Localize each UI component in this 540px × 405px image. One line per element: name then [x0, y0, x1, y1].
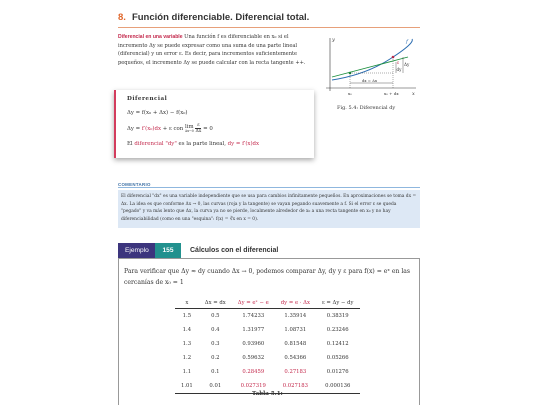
- table-cell: 0.28459: [242, 369, 265, 375]
- epsilon-label: ε: [397, 60, 400, 65]
- example-title: Cálculos con el diferencial: [190, 247, 279, 254]
- table-cell: 0.38319: [326, 313, 349, 319]
- table-cell: 1.31977: [242, 327, 265, 333]
- example-text: Para verificar que Δy ≈ dy cuando Δx → 0, podemos comparar Δy, dy y ε para f(x) = eˣ en las cercanías de x₀ = 1: [124, 268, 411, 286]
- table-cell: 1.08731: [284, 327, 307, 333]
- limit-operator: [185, 125, 194, 133]
- table-cell: 0.3: [211, 341, 220, 347]
- table-header: Δy = eˣ − e: [232, 297, 275, 309]
- comment-box: [118, 190, 420, 228]
- fraction-numerator: ε: [197, 123, 200, 128]
- comment-label: COMENTARIO: [118, 182, 151, 187]
- table-cell: 1.1: [182, 369, 192, 375]
- fraction-denominator: Δx: [195, 129, 202, 134]
- limit-subscript: Δx→0: [184, 128, 194, 133]
- table-header: x: [175, 297, 199, 309]
- def-line2-mid: + ε con: [161, 126, 185, 132]
- dx-label: dx = Δx: [362, 78, 378, 83]
- table-cell: 1.2: [182, 355, 192, 361]
- intro-paragraph: [118, 33, 318, 67]
- table-cell: 1.4: [182, 327, 192, 333]
- section-divider: [118, 27, 420, 28]
- example-tag: Ejemplo: [118, 243, 156, 258]
- def-line3-start: El: [127, 141, 135, 147]
- table-cell: 0.81548: [284, 341, 307, 347]
- table-cell: 1.74233: [242, 313, 265, 319]
- section-title: [118, 12, 309, 23]
- table-cell: 0.93960: [242, 341, 265, 347]
- def-line3-term: diferencial "dy": [134, 141, 177, 147]
- table-cell: 0.54366: [284, 355, 307, 361]
- intro-term: Diferencial en una variable: [118, 34, 183, 40]
- intro-text: Una función f es diferenciable en x₀ si el incremento Δy se puede expresar como una suma de una parte lineal (diferencial) y un error ε. Es decir, para incrementos suficientemente pequeños, el incremento Δy se puede calcular con la recta tangente ++.: [118, 34, 306, 66]
- figure-caption: Fig. 5.4: Diferencial dy: [337, 105, 396, 111]
- curve-label-f: f: [406, 39, 408, 45]
- table-cell: 0.027319: [232, 379, 275, 394]
- table-caption: Tabla 5.1:: [252, 391, 283, 397]
- table-header-row: [175, 297, 360, 309]
- def-line3-formula: dy = f′(x)dx: [227, 141, 260, 147]
- table-cell: 0.000136: [316, 379, 360, 394]
- def-line2-start: Δy =: [127, 126, 142, 132]
- table-cell: 1.01: [175, 379, 199, 394]
- delta-y-label: Δy: [404, 62, 410, 67]
- definition-line-3: [127, 141, 259, 147]
- comparison-table: [175, 297, 360, 394]
- table-cell: 1.3: [182, 341, 192, 347]
- table-cell: 0.1: [211, 369, 220, 375]
- table-header: Δx = dx: [199, 297, 232, 309]
- table-cell: 1.5: [182, 313, 192, 319]
- table-cell: 0.5: [211, 313, 220, 319]
- table-row: [175, 337, 360, 351]
- example-number: 155: [155, 243, 181, 258]
- def-line2-end: = 0: [201, 126, 213, 132]
- def-line2-linear-term: f′(x₀)dx: [141, 126, 162, 132]
- table-cell: 0.027183: [275, 379, 316, 394]
- table-cell: 0.01: [199, 379, 232, 394]
- table-row: [175, 365, 360, 379]
- table-cell: 0.2: [211, 355, 220, 361]
- table-cell: 1.35914: [284, 313, 307, 319]
- y-axis-label: y: [332, 37, 335, 43]
- table-row: [175, 323, 360, 337]
- section-number: 8.: [118, 12, 126, 23]
- table-row: [175, 351, 360, 365]
- comment-text: El diferencial "dx" es una variable independiente que se usa para cambios infinitamente pequeños. En aproximaciones se toma dx = Δx. La idea es que conforme Δx → 0, las curvas (roja y la tangente) se vayan pegando suavemente a f. Si el error ε se queda "pegado" y va más lento que Δx, la curva ya no se pierde, localmente alrededor de x₀ a una recta tangente en x₀ y no hay diferenciabilidad (como en una "esquina": f(x) = ∛x en x = 0).: [121, 194, 417, 222]
- table-cell: 0.59632: [242, 355, 265, 361]
- table-header: ε = Δy − dy: [316, 297, 360, 309]
- dy-label: dy: [396, 67, 402, 72]
- table-row: [175, 309, 360, 324]
- table-cell: 0.12412: [326, 341, 349, 347]
- table-cell: 0.4: [211, 327, 220, 333]
- comment-divider: [118, 187, 420, 188]
- limit-label: lim: [185, 123, 194, 130]
- table-cell: 0.23246: [326, 327, 349, 333]
- definition-box: [114, 90, 314, 158]
- definition-line-1: Δy = f(x₀ + Δx) − f(x₀): [127, 110, 188, 116]
- x-axis-label: x: [412, 91, 415, 97]
- table-cell: 0.01276: [326, 369, 349, 375]
- table-header: dy = e · Δx: [275, 297, 316, 309]
- section-title-text: Función diferenciable. Diferencial total.: [131, 12, 310, 23]
- def-line3-mid: es la parte lineal,: [176, 141, 228, 147]
- differential-figure: [320, 33, 420, 105]
- x0-label: x₀: [348, 91, 352, 96]
- table-cell: 0.05266: [326, 355, 349, 361]
- x0dx-label: x₀ + dx: [384, 91, 399, 96]
- table-cell: 0.27183: [284, 369, 307, 375]
- definition-title: Diferencial: [127, 96, 168, 102]
- definition-line-2: [127, 123, 213, 134]
